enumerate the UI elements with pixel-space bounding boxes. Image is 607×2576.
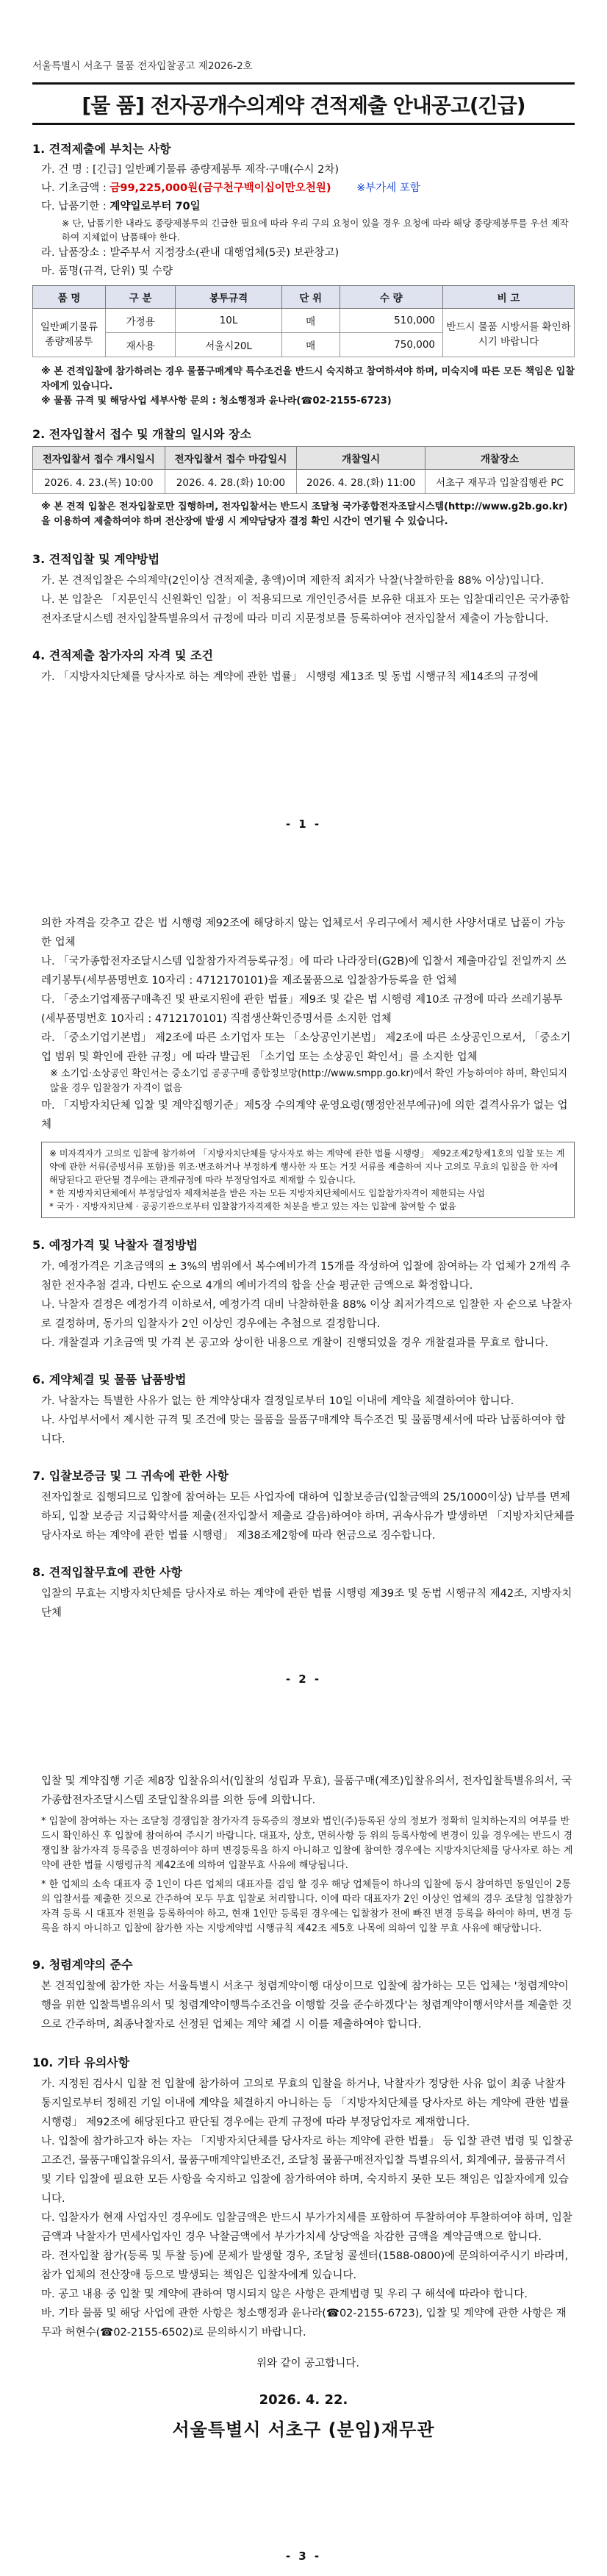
delivery-place [41,244,575,262]
delivery-deadline-label: 다. 납품기한 : [41,201,107,212]
page-1 [0,0,607,864]
table-cell-qty: 750,000 [340,333,442,357]
bid-open-time: 2026. 4. 23.(목) 10:00 [33,470,165,494]
sanction-box [41,1142,575,1218]
item-name [41,161,575,179]
table-row [33,309,575,333]
bid-close-time: 2026. 4. 28.(화) 10:00 [165,470,297,494]
item-spec-label: 마. 품명(규격, 단위) 및 수량 [41,265,173,277]
section-6-heading: 6. 계약체결 및 물품 납품방법 [32,1373,187,1387]
page-2-content [32,914,575,1622]
fingerprint-note: 나. 본 입찰은 「지문인식 신원확인 입찰」이 적용되므로 개인인증서를 보유한 대표자 또는 입찰대리인은 국가종합전자조달시스템 전자입찰특별유의서 규정에 따라 미리 지문정보를 등록하여야 전자입찰서 제출이 가능합니다. [41,594,570,625]
qualification-d-note: ※ 소기업·소상공인 확인서는 중소기업 공공구매 종합정보망(http://www.smpp.go.kr)에서 확인 가능하여야 하며, 확인되지 않을 경우 입찰참가 자격이 없음 [50,1068,567,1094]
page-1-content [32,57,575,687]
notice-item: 나. 입찰에 참가하고자 하는 자는 「지방자치단체를 당사자로 하는 계약에 관한 법률」 등 입찰 관련 법령 및 입찰공고조건, 물품구매입찰유의서, 물품구매계약일반조건, 조달청 물품구매전자입찰 특별유의서, 회계예규, 물품규격서 및 기타 입찰에 필요한 모든 사항을 숙지하고 입찰에 참가하여야 하며, 숙지하지 못한 모든 책임은 입찰자에게 있습니다. [41,2136,573,2205]
invalid-bid-cont: 입찰 및 계약집행 기준 제8장 입찰유의서(입찰의 성립과 무효), 물품구매(제조)입찰유의서, 전자입찰특별유의서, 국가종합전자조달시스템 조달입찰유의를 의한 등에 의합니다. [41,1775,572,1806]
table-cell-unit: 매 [281,333,340,357]
delivery-deadline-value: 계약일로부터 70일 [109,201,201,212]
notice-item: 바. 기타 물품 및 해당 사업에 관한 사항은 청소행정과 윤나라(☎02-2155-6723), 입찰 및 계약에 관한 사항은 재무과 허현수(☎02-2155-6502)로 문의하시기 바랍니다. [41,2308,567,2339]
table-remark [443,309,575,357]
qualification-d: 라. 「중소기업기본법」 제2조에 따른 소기업자 또는 「소상공인기본법」 제2조에 따른 소상공인으로서, 「중소기업 범위 및 확인에 관한 규정」에 따라 발급된 「소기업 또는 소상공인 확인서」를 소지한 업체 [41,1032,571,1063]
schedule-table-header [33,447,575,470]
section-5-heading: 5. 예정가격 및 낙찰자 결정방법 [32,1238,198,1252]
contract-method: 가. 본 견적입찰은 수의계약(2인이상 견적제출, 총액)이며 제한적 최저가 낙찰(낙찰하한율 88% 이상)입니다. [41,575,545,587]
table-cell-size: 서울시20L [176,333,281,357]
table-header-cell: 개찰일시 [297,447,425,470]
section-8-heading: 8. 견적입찰무효에 관한 사항 [32,1565,182,1579]
special-terms-note: ※ 본 견적입찰에 참가하려는 경우 물품구매계약 특수조건을 반드시 숙지하고 참여하셔야 하며, 미숙지에 따른 모든 책임은 입찰자에게 있습니다. [41,366,575,392]
contract-deadline: 가. 낙찰자는 특별한 사유가 없는 한 계약상대자 결정일로부터 10일 이내에 계약을 체결하여야 합니다. [41,1395,514,1407]
table-cell-type: 재사용 [106,333,176,357]
table-header-cell: 전자입찰서 접수 마감일시 [165,447,297,470]
section-10-heading: 10. 기타 유의사항 [32,2056,130,2069]
invalid-bid-note-1: * 입찰에 참여하는 자는 조달청 경쟁입찰 참가자격 등록증의 정보와 법인(주)등록된 상의 정보가 정확히 일치하는지의 여부를 반드시 확인하신 후 입찰에 참여하여 주시기 바랍니다. 대표자, 상호, 면허사항 등 위의 등록사항에 변경이 있을 경우에는 반드시 경쟁입찰 참가자격 등록증을 변경하여야 하며 변경등록을 하지 아니하고 입찰에 참여한 경우에는 지방자치단체를 당사자로 하는 계약에 관한 법률 시행령규칙 제42조에 의하여 입찰무효 사유에 해당됩니다. [41,1816,573,1871]
notice-item: 다. 입찰자가 현재 사업자인 경우에도 입찰금액은 반드시 부가가치세를 포함하여 투찰하여야 투찰하여야 하며, 입찰금액과 낙찰자가 면세사업자인 경우 낙찰금액에서 부가가치세 상당액을 차감한 금액을 계약금액으로 합니다. [41,2212,572,2243]
table-remark-text: 반드시 물품 시방서를 확인하시기 바랍니다 [446,321,571,348]
opening-time: 2026. 4. 28.(화) 11:00 [297,470,425,494]
estimated-price: 가. 예정가격은 기초금액의 ± 3%의 범위에서 복수예비가격 15개를 작성하여 입찰에 참여하는 각 업체가 2개씩 추첨한 전자추첨 결과, 다빈도 순으로 4개의 예비가격의 합을 산술 평균한 금액으로 확정합니다. [41,1261,571,1292]
notice-item: 가. 지정된 검사시 입찰 전 입찰에 참가하여 고의로 무효의 입찰을 하거나, 낙찰자가 정당한 사유 없이 최종 낙찰자 통지일로부터 정해진 기일 이내에 계약을 체결하지 아니하는 등 「지방자치단체를 당사자로 하는 계약에 관한 법률 시행령」 제92조에 해당된다고 판단될 경우에는 관계 규정에 따라 부정당업자로 제재합니다. [41,2078,570,2128]
notice-item: 라. 전자입찰 참가(등록 및 투찰 등)에 문제가 발생할 경우, 조달청 콜센터(1588-0800)에 문의하여주시기 바라며, 참가 업체의 전산장애 등으로 발생되는 책임은 입찰자에게 있습니다. [41,2250,569,2281]
section-1-heading: 1. 견적제출에 부치는 사항 [32,142,171,156]
item-table [32,285,575,357]
page-3-content [32,1772,575,2441]
opening-result-note: 다. 개찰결과 기초금액 및 가격 본 공고와 상이한 내용으로 개찰이 진행되었을 경우 개찰결과를 무효로 합니다. [41,1337,549,1349]
page-number-3: - 3 - [285,2550,322,2563]
section-9-heading: 9. 청렴계약의 준수 [32,1958,133,1972]
table-header-cell: 비 고 [443,286,575,309]
delivery-note: ※ 단, 납품기한 내라도 종량제봉투의 긴급한 필요에 따라 우리 구의 요청이 있을 경우 요청에 따라 해당 종량제봉투를 우선 제작하여 지체없이 납품해야 한다. [62,218,569,243]
base-amount [41,179,575,198]
section-7-heading: 7. 입찰보증금 및 그 귀속에 관한 사항 [32,1469,229,1483]
page-2 [0,864,607,1728]
item-name-value: [긴급] 일반폐기물류 종량제봉투 제작·구매(수시 2차) [92,164,339,176]
table-cell-unit: 매 [281,309,340,333]
opening-place: 서초구 재무과 입찰집행관 PC [425,470,574,494]
inquiry-note: ※ 물품 규격 및 해당사업 세부사항 문의 : 청소행정과 윤나라(☎02-2155-6723) [41,396,392,407]
delivery-deadline [41,198,575,216]
table-header-cell: 품 명 [33,286,106,309]
delivery-spec: 나. 사업부서에서 제시한 규격 및 조건에 맞는 물품을 물품구매계약 특수조건 및 물품명세서에 따라 납품하여야 합니다. [41,1414,566,1445]
qualification-c: 다. 「중소기업제품구매촉진 및 판로지원에 관한 법률」제9조 및 같은 법 시행령 제10조 규정에 따라 쓰레기봉투(세부품명번호 10자리 : 4712170101) 직접생산확인증명서를 소지한 업체 [41,994,563,1025]
bid-bond-text: 전자입찰로 집행되므로 입찰에 참여하는 모든 사업자에 대하여 입찰보증금(입찰금액의 25/1000이상) 납부를 면제하되, 입찰 보증금 지급확약서를 제출(전자입찰서 제출로 갈음)하여야 하며, 귀속사유가 발생하면 「지방자치단체를 당사자로 하는 계약에 관한 법률 시행령」 제38조제2항에 따라 현금으로 징수합니다. [41,1492,575,1542]
base-amount-value: 금99,225,000원(금구천구백이십이만오천원) [109,182,331,194]
delivery-place-value: 발주부서 지정장소(관내 대행업체(5곳) 보관창고) [109,247,340,259]
table-header-cell: 개찰장소 [425,447,574,470]
table-cell-type: 가정용 [106,309,176,333]
table-header-cell: 봉투규격 [176,286,281,309]
table-row [33,470,575,494]
item-table-header [33,286,575,309]
page-title: [물 품] 전자공개수의계약 견적제출 안내공고(긴급) [32,82,575,125]
integrity-text: 본 견적입찰에 참가한 자는 서울특별시 서초구 청렴계약이행 대상이므로 입찰에 참가하는 모든 업체는 '청렴계약이행을 위한 입찰특별유의서 및 청렴계약이행특수조건을 이행할 것을 준수하겠다'는 청렴계약이행서약서를 제출한 것으로 간주하며, 최종낙찰자로 선정된 업체는 계약 체결 시 이를 제출하여야 합니다. [41,1981,572,2031]
sanction-note-3: * 국가 · 지방자치단체 · 공공기관으로부터 입찰참가자격제한 처분을 받고 있는 자는 입찰에 참여할 수 없음 [49,1201,456,1212]
section-4-heading: 4. 견적제출 참가자의 자격 및 조건 [32,648,213,662]
notice-item: 마. 공고 내용 중 입찰 및 계약에 관하여 명시되지 않은 사항은 관계법령 및 우리 구 해석에 따라야 합니다. [41,2289,528,2300]
announcement-date: 2026. 4. 22. [259,2392,348,2408]
page-3 [0,1728,607,2576]
table-cell-size: 10L [176,309,281,333]
sanction-note-2: * 한 지방자치단체에서 부정당업자 제재처분을 받은 자는 모든 지방자치단체에서도 입찰참가자격이 제한되는 사업 [49,1188,485,1198]
delivery-place-label: 라. 납품장소 : [41,247,107,259]
closing-text: 위와 같이 공고합니다. [256,2358,359,2369]
qualification-a-cont: 의한 자격을 갖추고 같은 법 시행령 제92조에 해당하지 않는 업체로서 우리구에서 제시한 사양서대로 납품이 가능한 업체 [41,917,566,948]
qualification-b: 나. 「국가종합전자조달시스템 입찰참가자격등록규정」에 따라 나라장터(G2B)에 입찰서 제출마감일 전일까지 쓰레기봉투(세부품명번호 10자리 : 4712170101)을 제조물품으로 입찰참가등록을 한 업체 [41,956,567,987]
section-3-heading: 3. 견적입찰 및 계약방법 [32,552,160,566]
page-number-1: - 1 - [285,817,322,831]
base-amount-label: 나. 기초금액 : [41,182,107,194]
table-item-name: 일반폐기물류 종량제봉투 [33,309,106,357]
table-header-cell: 단 위 [281,286,340,309]
qualification-e: 마. 「지방자치단체 입찰 및 계약집행기준」제5장 수의계약 운영요령(행정안전부예규)에 의한 결격사유가 없는 업체 [41,1100,568,1131]
item-name-label: 가. 건 명 : [41,164,90,176]
document-number: 서울특별시 서초구 물품 전자입찰공고 제2026-2호 [32,60,253,72]
qualification-a-start: 가. 「지방자치단체를 당사자로 하는 계약에 관한 법률」 시행령 제13조 및 동법 시행규칙 제14조의 규정에 [41,671,539,683]
e-bid-note: ※ 본 견적 입찰은 전자입찰로만 집행하며, 전자입찰서는 반드시 조달청 국가종합전자조달시스템(http://www.g2b.go.kr)을 이용하여 제출하여야 하며 전산장애 발생 시 계약담당자 결정 확인 시간이 연기될 수 있습니다. [41,501,568,527]
invalid-bid-note-2: * 한 업체의 소속 대표자 중 1인이 다른 업체의 대표자를 겸임 할 경우 해당 업체들이 하나의 입찰에 동시 참여하면 동일인이 2통의 입찰서를 제출한 것으로 간주하여 모두 무효 입찰로 처리합니다. 이에 따라 대표자가 2인 이상인 업체의 경우 조달청 입찰참가자격 등록 시 대표자 전원을 등록하여야 하고, 현재 1인만 등록된 경우에는 입찰참가 전에 빠진 변경 등록을 하여야 하며, 변경 등록을 하지 아니하고 입찰에 참가한 자는 지방계약법 시행규칙 제42조 제5호 나목에 의하여 입찰 무효 사유에 해당합니다. [41,1879,573,1934]
schedule-table [32,446,575,494]
invalid-bid-start: 입찰의 무효는 지방자치단체를 당사자로 하는 계약에 관한 법률 시행령 제39조 및 동법 시행규칙 제42조, 지방자치단체 [41,1588,572,1619]
table-cell-qty: 510,000 [340,309,442,333]
page-number-2: - 2 - [285,1672,322,1686]
sanction-note-1: ※ 미자격자가 고의로 입찰에 참가하여 「지방자치단체를 당사자로 하는 계약에 관한 법률 시행령」 제92조제2항제1호의 입찰 또는 계약에 관한 서류(증빙서류 포함)를 위조·변조하거나 부정하게 행사한 자 또는 거짓 서류를 제출하여 지나 고의로 무효의 입찰을 한 자에 해당된다고 판단될 경우에는 관계규정에 따라 부정당업자로 제재할 수 있습니다. [49,1148,565,1185]
vat-note: ※부가세 포함 [356,182,420,194]
table-header-cell: 수 량 [340,286,442,309]
issuing-office: 서울특별시 서초구 (분임)재무관 [172,2419,435,2440]
winner-decision: 나. 낙찰자 결정은 예정가격 이하로서, 예정가격 대비 낙찰하한율 88% 이상 최저가격으로 입찰한 자 순으로 낙찰자로 결정하며, 동가의 입찰자가 2인 이상인 경우에는 추첨으로 결정합니다. [41,1299,572,1330]
table-header-cell: 구 분 [106,286,176,309]
section-2-heading: 2. 전자입찰서 접수 및 개찰의 일시와 장소 [32,427,251,441]
table-header-cell: 전자입찰서 접수 개시일시 [33,447,165,470]
